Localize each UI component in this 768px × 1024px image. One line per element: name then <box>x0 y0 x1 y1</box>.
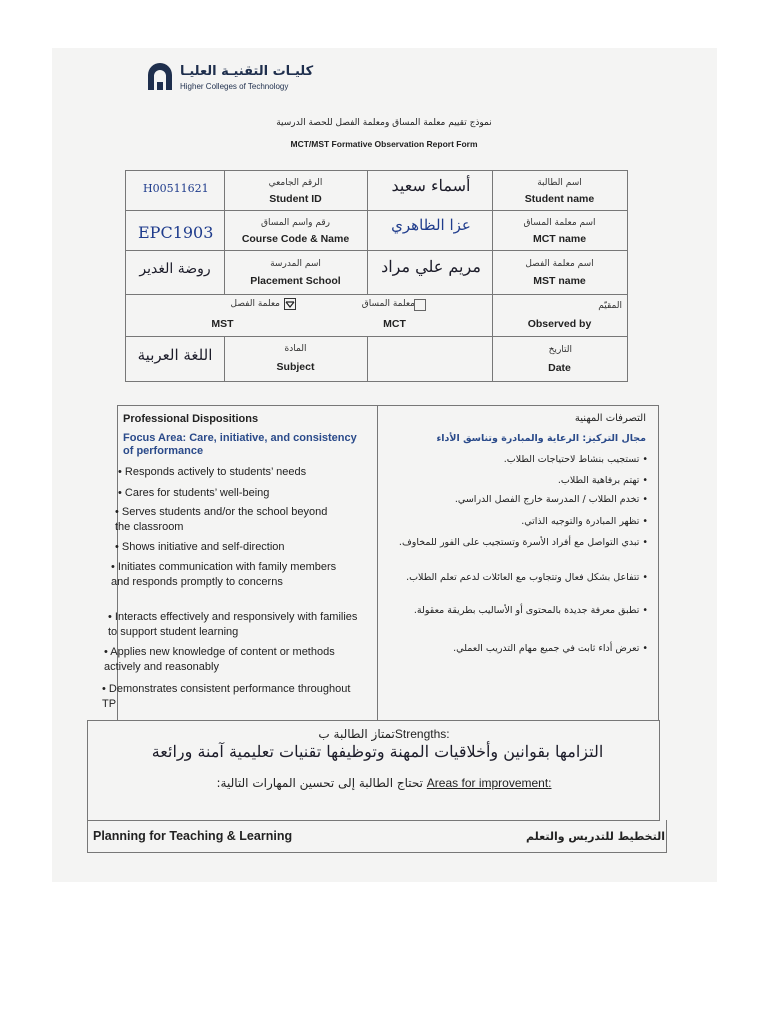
list-item-ar: • تعرض أداء ثابت في جميع مهام التدريب العملي. <box>453 643 648 654</box>
strengths-label: تمتاز الطالبة بStrengths: <box>318 727 450 741</box>
mct-checkbox[interactable] <box>414 299 426 311</box>
mct-name-value[interactable]: عزا الظاهري <box>391 216 471 234</box>
list-item-ar: • تخدم الطلاب / المدرسة خارج الفصل الدراسي. <box>454 494 648 505</box>
form-title-en: MCT/MST Formative Observation Report Form <box>290 139 478 149</box>
mst-name-value[interactable]: مريم علي مراد <box>381 257 481 276</box>
school-label: Placement School <box>250 275 341 287</box>
list-item-ar: • تستجيب بنشاط لاحتياجات الطلاب. <box>503 454 648 465</box>
subject-value[interactable]: اللغة العربية <box>137 346 213 364</box>
mst-option-label: MST <box>211 318 234 330</box>
list-item: • Shows initiative and self-direction <box>115 541 285 553</box>
list-item: • Interacts effectively and responsively with families to support student learning <box>108 611 358 638</box>
subject-label-ar: المادة <box>284 344 307 354</box>
mst-checkbox[interactable] <box>284 298 296 310</box>
mst-name-label-ar: اسم معلمة الفصل <box>525 259 594 269</box>
strengths-value[interactable]: التزامها بقوانين وأخلاقيات المهنة وتوظيفها تقنيات تعليمية آمنة ورائعة <box>151 742 604 761</box>
list-item: • Responds actively to students’ needs <box>118 466 307 478</box>
list-item: • Applies new knowledge of content or methods actively and reasonably <box>104 646 335 673</box>
date-label: Date <box>548 362 571 374</box>
form-title-ar: نموذج تقييم معلمة المساق ومعلمة الفصل للحصة الدرسية <box>276 118 492 128</box>
mst-option-label-ar: معلمة الفصل <box>230 299 280 309</box>
student-name-value[interactable]: أسماء سعيد <box>391 176 471 195</box>
planning-title: Planning for Teaching & Learning <box>93 829 293 843</box>
list-item: • Serves students and/or the school beyond the classroom <box>115 506 328 533</box>
list-item-ar: • تطبق معرفة جديدة بالمحتوى أو الأساليب بطريقة معقولة. <box>413 605 648 616</box>
list-item: • Initiates communication with family members and responds promptly to concerns <box>111 561 337 588</box>
focus-area-ar: مجال التركيز: الرعاية والمبادرة وتناسق الأداء <box>436 433 646 444</box>
subject-label: Subject <box>276 361 315 373</box>
mst-name-label: MST name <box>533 275 586 287</box>
course-value[interactable]: EPC1903 <box>138 223 214 242</box>
mct-option-label: MCT <box>383 318 406 330</box>
student-name-label-ar: اسم الطالبة <box>537 178 582 188</box>
course-label-ar: رقم واسم المساق <box>261 218 330 228</box>
check-mark-icon <box>285 299 295 309</box>
date-label-ar: التاريخ <box>548 345 572 355</box>
student-id-label-ar: الرقم الجامعي <box>268 178 323 188</box>
list-item-ar: • تتفاعل بشكل فعال وتتجاوب مع العائلات لدعم تعلم الطلاب. <box>406 572 648 583</box>
mct-name-label-ar: اسم معلمة المساق <box>523 218 596 228</box>
observed-by-label-ar: المقيّم <box>598 301 622 311</box>
mct-name-label: MCT name <box>532 233 587 245</box>
dispositions-title: Professional Dispositions <box>123 413 259 425</box>
student-id-value[interactable]: H00511621 <box>143 182 209 195</box>
planning-title-ar: التخطيط للتدريس والتعلم <box>526 830 665 843</box>
observed-by-label: Observed by <box>527 318 592 330</box>
course-label: Course Code & Name <box>241 233 350 245</box>
student-id-label: Student ID <box>269 193 322 205</box>
student-name-label: Student name <box>524 193 595 205</box>
list-item-ar: • تظهر المبادرة والتوجيه الذاتي. <box>521 516 648 527</box>
dispositions-title-ar: التصرفات المهنية <box>574 413 646 424</box>
focus-area-en: Focus Area: Care, initiative, and consistency of performance <box>123 432 357 457</box>
improvement-label: تحتاج الطالبة إلى تحسين المهارات التالية: Areas for improvement: <box>216 776 552 790</box>
school-label-ar: اسم المدرسة <box>270 259 321 269</box>
hct-logo-icon <box>145 62 175 92</box>
org-name-ar: كليـات التقنيـة العليـا <box>180 64 314 79</box>
mct-option-label-ar: معلمة المساق <box>361 299 415 309</box>
list-item-ar: • تبدي التواصل مع أفراد الأسرة وتستجيب على الفور للمخاوف. <box>398 537 648 548</box>
list-item: • Demonstrates consistent performance throughout TP <box>102 683 351 710</box>
org-name-en: Higher Colleges of Technology <box>180 82 289 91</box>
list-item: • Cares for students’ well-being <box>118 487 270 499</box>
list-item-ar: • تهتم برفاهية الطلاب. <box>557 475 648 486</box>
school-value[interactable]: روضة الغدير <box>139 261 211 277</box>
